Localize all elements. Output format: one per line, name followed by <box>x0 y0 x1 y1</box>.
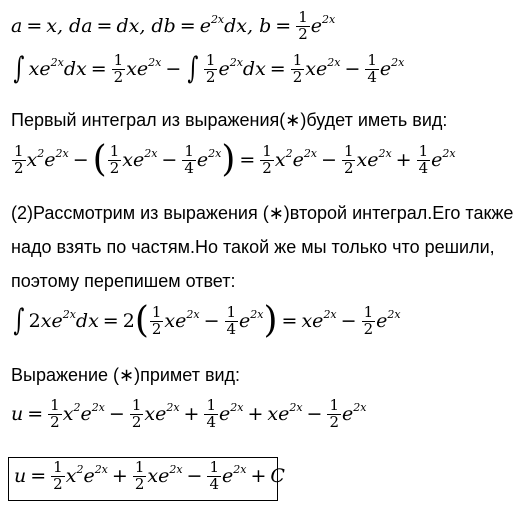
text-result: Выражение (∗)примет вид: <box>11 365 241 385</box>
integral-sign-icon: ∫ <box>13 303 25 338</box>
second-integral-formula: ∫ $2xe^{2x}dx$ = 2 ( $\frac{1}{2}$ $xe^{2x}$ − $\frac{1}{4}$ $e^{2x}$ ) = $xe^{2x}$ − $\frac{1}{2}$ $e^{2x}$ <box>13 300 401 341</box>
u-expression: u = $\frac{1}{2}$ $x^2e^{2x}$ − $\frac{1}{2}$ $xe^{2x}$ + $\frac{1}{4}$ $e^{2x}$ + $xe^{2x}$ − $\frac{1}{2}$ $e^{2x}$ <box>11 396 367 431</box>
integral-sign-icon: ∫ <box>187 51 199 87</box>
text-second-integral-2: надо взять по частям.Но такой же мы только что решили, <box>11 237 495 257</box>
final-answer: u = $\frac{1}{2}$ $x^2e^{2x}$ + $\frac{1}{2}$ $xe^{2x}$ − $\frac{1}{4}$ $e^{2x}$ + C <box>14 458 285 493</box>
integral-by-parts-formula: ∫ $xe^{2x}dx$ = $\frac{1}{2}$ $xe^{2x}$ − ∫ $\frac{1}{2}$ $e^{2x}dx$ = $\frac{1}{2}$ $xe^{2x}$ − $\frac{1}{4}$ $e^{2x}$ <box>13 51 405 87</box>
text-second-integral-3: поэтому перепишем ответ: <box>11 271 236 291</box>
text-second-integral-1: (2)Рассмотрим из выражения (∗)второй интеграл.Его также <box>11 203 514 223</box>
substitution-formula: a = x, da = dx, db = $e^{2x}dx$, b = $\frac{1}{2}$ $e^{2x}$ <box>11 8 336 43</box>
first-integral-expression: $\frac{1}{2}$ $x^2e^{2x}$ − ( $\frac{1}{2}$ $xe^{2x}$ − $\frac{1}{4}$ $e^{2x}$ ) = $\frac{1}{2}$ $x^2e^{2x}$ − $\frac{1}{2}$ $xe^{2x}$ + $\frac{1}{4}$ $e^{2x}$ <box>14 139 456 180</box>
text-first-integral: Первый интеграл из выражения(∗)будет иметь вид: <box>11 110 448 130</box>
integral-sign-icon: ∫ <box>13 51 25 87</box>
